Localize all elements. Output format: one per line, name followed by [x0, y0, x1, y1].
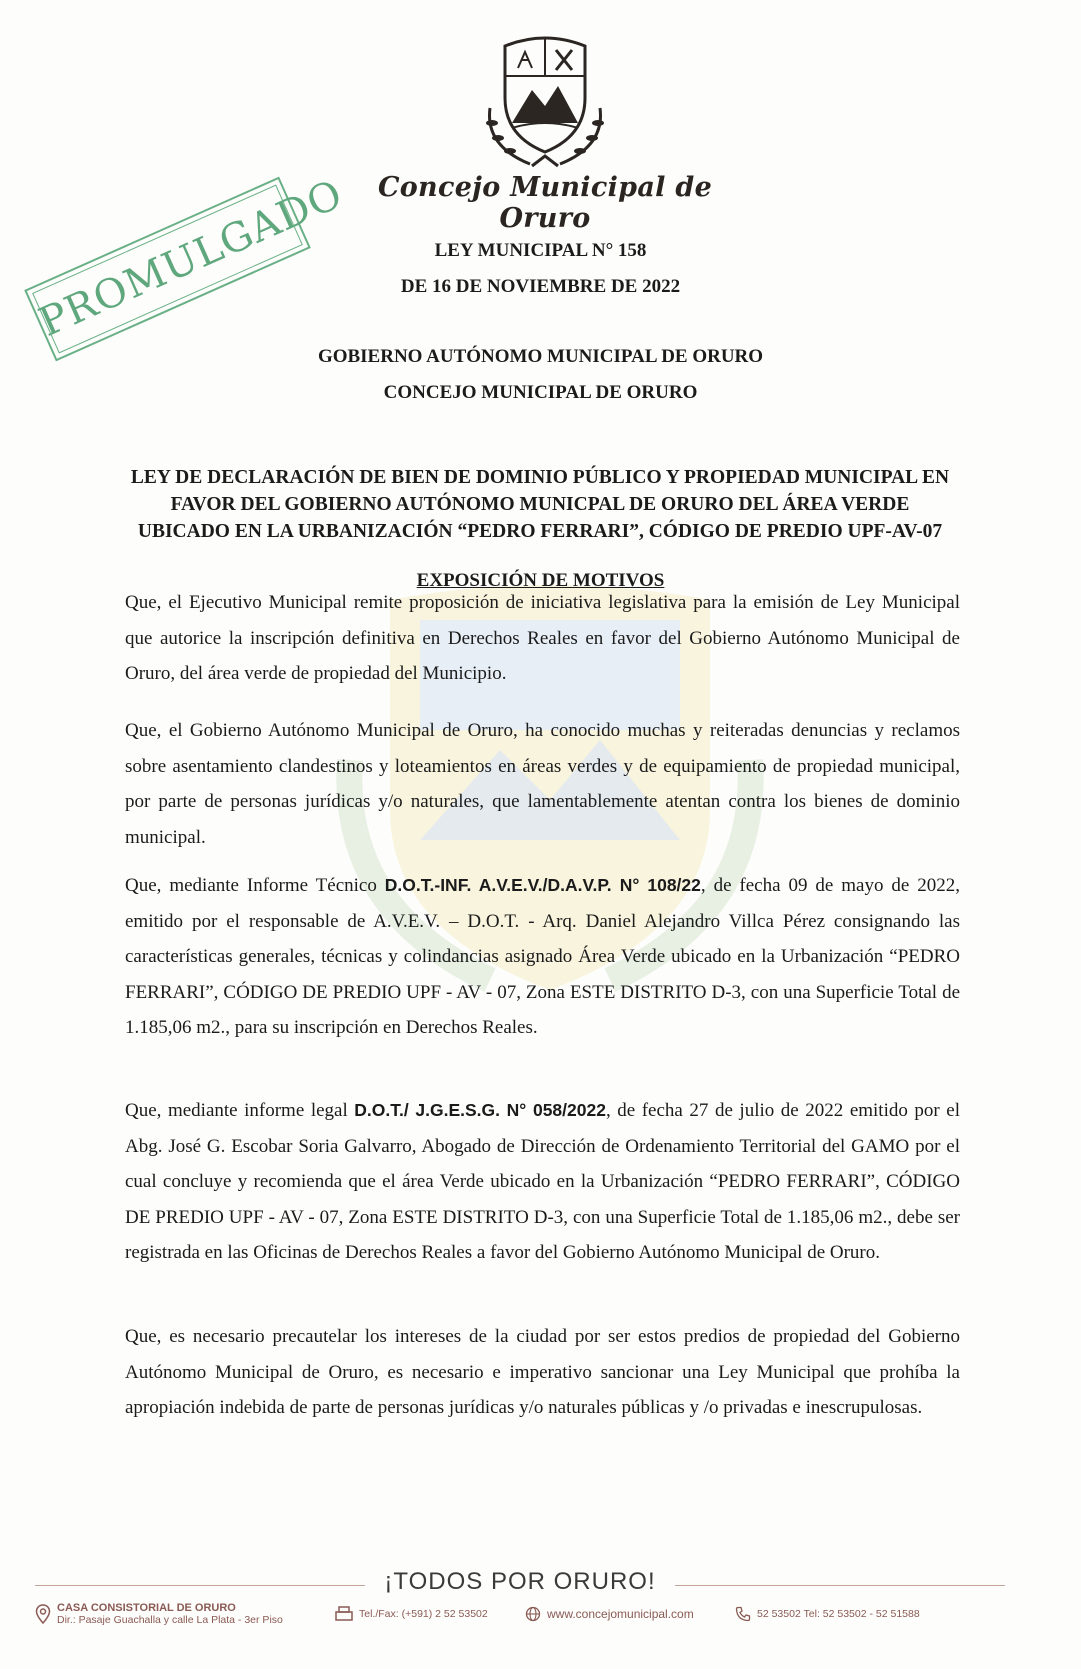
law-title: [115, 464, 965, 545]
address-detail: Dir.: Pasaje Guachalla y calle La Plata - 3er Piso: [57, 1614, 283, 1626]
footer-phones: [735, 1606, 920, 1622]
law-date: DE 16 DE NOVIEMBRE DE 2022: [400, 276, 681, 297]
paragraph-2: Que, el Gobierno Autónomo Municipal de Oruro, ha conocido muchas y reiteradas denuncias y reclamos sobre asentamiento clandestinos y loteamientos en áreas verdes y de equipamiento de propiedad municipal, por parte de personas jurídicas y/o naturales, que lamentablemente atentan contra los bienes de dominio municipal.: [125, 720, 960, 848]
paragraph-4-intro: Que, mediante informe legal: [125, 1100, 355, 1121]
paragraph-4: [125, 1093, 960, 1271]
footer-contact: [35, 1600, 1045, 1640]
globe-icon: [525, 1606, 541, 1622]
footer-website[interactable]: [525, 1606, 694, 1622]
paragraph-1: Que, el Ejecutivo Municipal remite proposición de iniciativa legislativa para la emisión de Ley Municipal que autorice la inscripción definitiva en Derechos Reales en favor del Gobierno Autónomo Municipal de Oruro, del área verde de propiedad del Municipio.: [125, 592, 960, 684]
coat-of-arms-seal: [470, 28, 620, 178]
phone-icon: [735, 1606, 751, 1622]
legal-report-ref: D.O.T./ J.G.E.S.G. N° 058/2022: [354, 1100, 606, 1120]
footer-divider-right: [675, 1585, 1005, 1586]
fax-icon: [335, 1606, 353, 1622]
law-title-line: FAVOR DEL GOBIERNO AUTÓNOMO MUNICPAL DE ORURO DEL ÁREA VERDE: [170, 494, 910, 515]
paragraph-3-intro: Que, mediante Informe Técnico: [125, 875, 385, 896]
law-title-line: LEY DE DECLARACIÓN DE BIEN DE DOMINIO PÚBLICO Y PROPIEDAD MUNICIPAL EN: [130, 467, 950, 488]
footer-slogan: ¡TODOS POR ORURO!: [384, 1568, 656, 1595]
address-title: CASA CONSISTORIAL DE ORURO: [57, 1602, 236, 1614]
paragraph-4-body: , de fecha 27 de julio de 2022 emitido por el Abg. José G. Escobar Soria Galvarro, Abogado de Dirección de Ordenamiento Territorial del GAMO por el cual concluye y recomienda que el área Verde ubicado en la Urbanización “PEDRO FERRARI”, CÓDIGO DE PREDIO UPF - AV - 07, Zona ESTE DISTRITO D-3, con una Superficie Total de 1.185,06 m2., debe ser registrada en las Oficinas de Derechos Reales a favor del Gobierno Autónomo Municipal de Oruro.: [125, 1100, 960, 1263]
footer-phone-fax: [335, 1606, 488, 1622]
footer-divider-left: [35, 1585, 365, 1586]
location-pin-icon: [35, 1604, 51, 1624]
council-name-logotype: Concejo Municipal de Oruro: [377, 172, 713, 234]
footer-address: [35, 1602, 283, 1626]
section-heading-text: EXPOSICIÓN DE MOTIVOS: [416, 570, 665, 591]
paragraph-5: Que, es necesario precautelar los intereses de la ciudad por ser estos predios de propiedad del Gobierno Autónomo Municipal de Oruro, es necesario e imperativo sancionar una Ley Municipal que prohíba la apropiación indebida de parte de personas jurídicas y/o naturales públicas y /o privadas e inescrupulosas.: [125, 1326, 960, 1418]
law-number: LEY MUNICIPAL N° 158: [434, 240, 647, 261]
council-name: CONCEJO MUNICIPAL DE ORURO: [383, 382, 698, 403]
website-link[interactable]: www.concejomunicipal.com: [547, 1607, 694, 1621]
law-title-line: UBICADO EN LA URBANIZACIÓN “PEDRO FERRARI”, CÓDIGO DE PREDIO UPF-AV-07: [137, 521, 943, 542]
promulgado-stamp: PROMULGADO: [24, 177, 311, 362]
government-name: GOBIERNO AUTÓNOMO MUNICIPAL DE ORURO: [317, 346, 764, 367]
paragraph-3-body: , de fecha 09 de mayo de 2022, emitido por el responsable de A.V.E.V. – D.O.T. - Arq. Daniel Alejandro Villca Pérez consignando las características generales, técnicas y colindancias asignado Área Verde ubicado en la Urbanización “PEDRO FERRARI”, CÓDIGO DE PREDIO UPF - AV - 07, Zona ESTE DISTRITO D-3, con una Superficie Total de 1.185,06 m2., para su inscripción en Derechos Reales.: [125, 875, 960, 1038]
phones-text: 52 53502 Tel: 52 53502 - 52 51588: [757, 1608, 920, 1620]
phone-fax-text: Tel./Fax: (+591) 2 52 53502: [359, 1608, 488, 1620]
paragraph-3: [125, 868, 960, 1046]
technical-report-ref: D.O.T.-INF. A.V.E.V./D.A.V.P. N° 108/22: [384, 875, 701, 895]
